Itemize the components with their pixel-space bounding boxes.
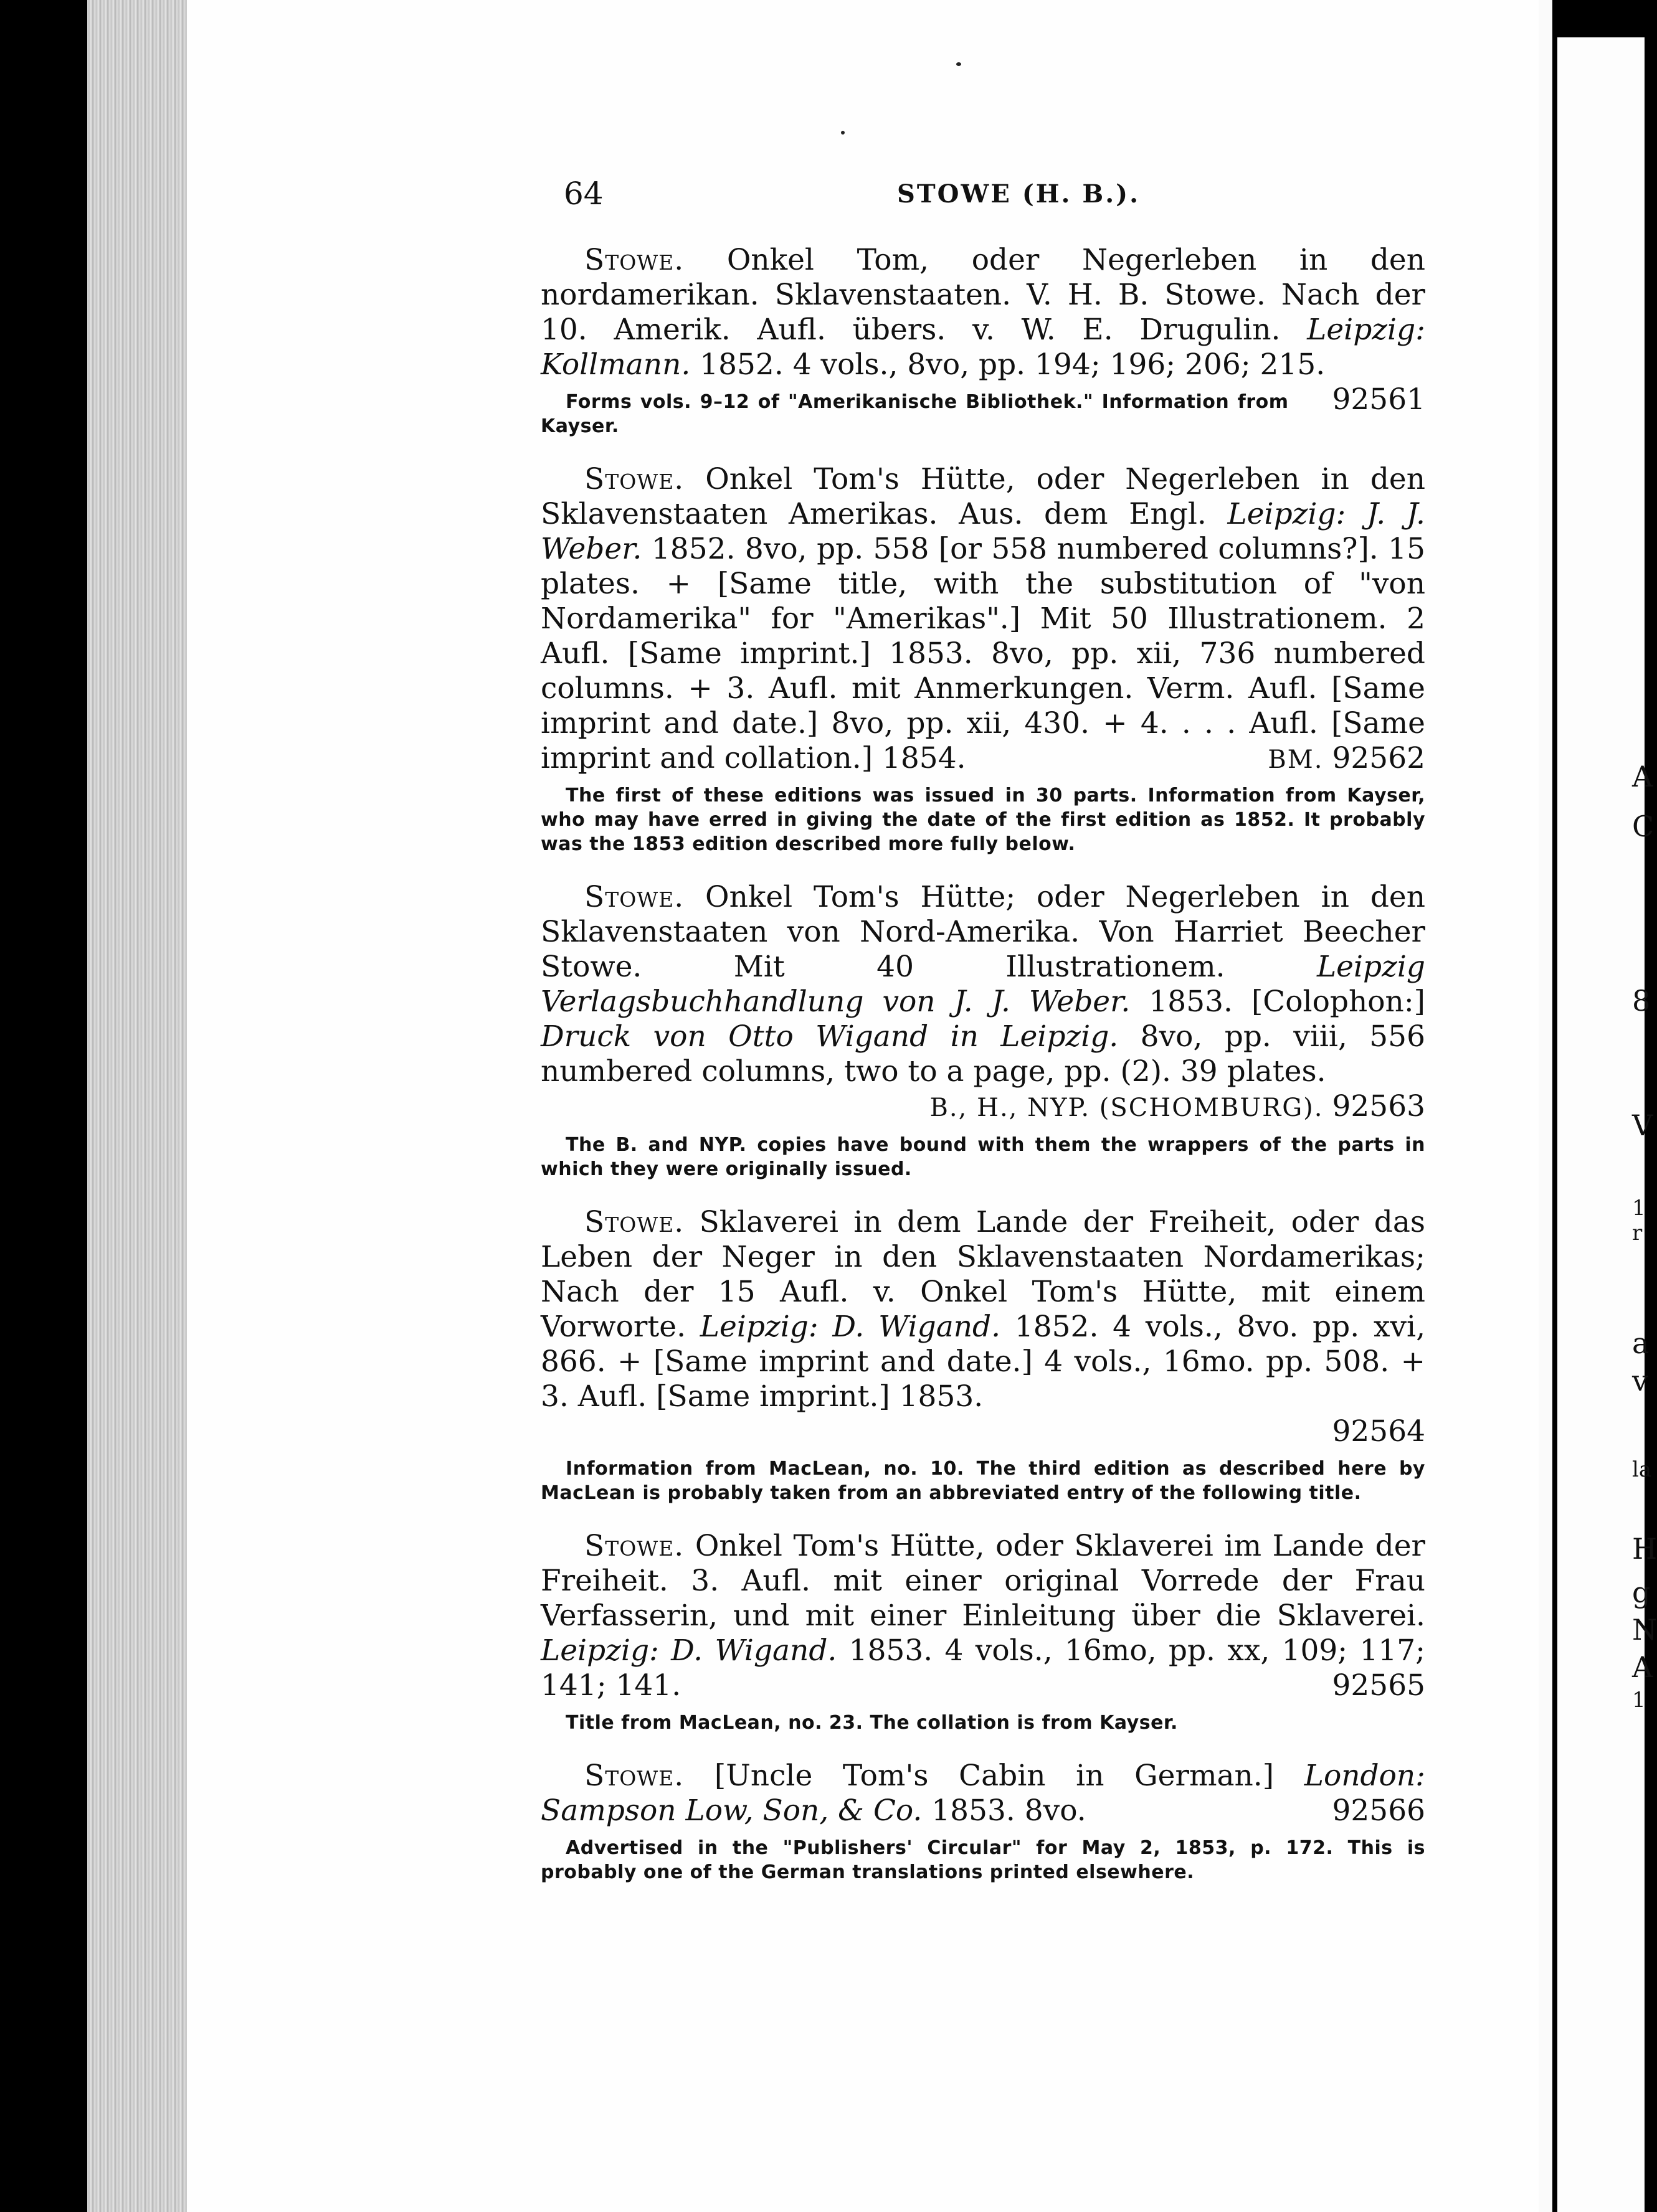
bibliography-entry: [541, 462, 1425, 856]
facing-page-fragment: v: [1632, 1364, 1648, 1397]
entry-note: Forms vols. 9–12 of "Amerikanische Bibliothek." Information from Kayser.: [541, 391, 1289, 437]
entry-imprint: London: Sampson Low, Son, & Co.: [541, 1759, 1425, 1828]
entry-title: Onkel Tom's Hütte; oder Negerleben in den Sklavenstaaten von Nord-Amerika. Von Harriet Beecher Stowe. Mit 40 Illustrationem.: [541, 880, 1425, 984]
facing-page-fragment: 8: [1632, 984, 1651, 1018]
ink-speck: [956, 62, 961, 66]
entry-number-line: [541, 1089, 1425, 1125]
entry-title: Sklaverei in dem Lande der Freiheit, oder das Leben der Neger in den Sklavenstaaten Nordamerikas; Nach der 15 Aufl. v. Onkel Tom's Hütte, mit einem Vorworte.: [541, 1205, 1425, 1344]
bibliography-entry: [541, 1205, 1425, 1505]
entry-text: [541, 1529, 1425, 1703]
entry-locations: BM.: [1268, 745, 1324, 774]
entry-text: [541, 1205, 1425, 1414]
book-spine: [87, 0, 187, 2212]
facing-page-fragment: la: [1632, 1457, 1652, 1482]
entry-text: [541, 462, 1425, 776]
entry-heading: Stowe.: [584, 1205, 685, 1239]
entry-number-group: [1224, 741, 1425, 777]
entry-collation: 1852. 4 vols., 8vo, pp. 194; 196; 206; 215.: [690, 347, 1326, 382]
entry-collation: 8vo, pp. viii, 556 numbered columns, two to a page, pp. (2). 39 plates.: [541, 1019, 1425, 1089]
entry-heading: Stowe.: [584, 1529, 685, 1563]
ink-speck: [841, 131, 845, 135]
entry-imprint: Leipzig: D. Wigand.: [541, 1633, 837, 1668]
entry-locations: B., H., NYP. (SCHOMBURG).: [929, 1094, 1324, 1122]
running-head: [564, 176, 1423, 213]
page-number: 64: [564, 176, 604, 212]
facing-page-fragment: C: [1632, 810, 1655, 843]
facing-page-fragment: g: [1632, 1576, 1651, 1609]
entry-number: 92562: [1332, 741, 1425, 775]
entry-imprint: Leipzig: Kollmann.: [541, 313, 1425, 382]
facing-page-fragment: H: [1632, 1532, 1657, 1566]
entry-number: 92564: [1332, 1414, 1425, 1449]
entry-text: [541, 880, 1425, 1089]
facing-page-fragment: A: [1632, 760, 1653, 793]
facing-page-edge: [1557, 37, 1657, 2212]
entry-title: Onkel Tom's Hütte, oder Sklaverei im Lande der Freiheit. 3. Aufl. mit einer original Vorrede der Frau Verfasserin, und mit einer Einleitung über die Sklaverei.: [541, 1529, 1425, 1633]
facing-page-fragment: a: [1632, 1326, 1650, 1360]
facing-page-fragment: 1: [1632, 1688, 1646, 1713]
facing-page-fragment: N: [1632, 1613, 1657, 1647]
entry-collation: 1852. 4 vols., 8vo. pp. xvi, 866. + [Same imprint and date.] 4 vols., 16mo. pp. 508. + 3. Aufl. [Same imprint.] 1853.: [541, 1310, 1426, 1414]
entry-number-line: [541, 1414, 1425, 1449]
entry-note: Title from MacLean, no. 23. The collation is from Kayser.: [566, 1712, 1178, 1734]
entry-collation: 1853. 4 vols., 16mo, pp. xx, 109; 117; 141; 141.: [541, 1633, 1425, 1703]
bibliography-entry: [541, 1529, 1425, 1735]
entry-text: [541, 1759, 1425, 1828]
entry-number: 92565: [1332, 1668, 1425, 1703]
bibliography-entry: [541, 1759, 1425, 1884]
facing-page-fragment: 1: [1632, 1196, 1646, 1221]
facing-page-fragment: V: [1632, 1108, 1653, 1142]
entry-date: 1853. [Colophon:]: [1130, 985, 1425, 1019]
bibliography-entry: [541, 243, 1425, 438]
entry-title: Onkel Tom, oder Negerleben in den nordamerikan. Sklavenstaaten. V. H. B. Stowe. Nach der 10. Amerik. Aufl. übers. v. W. E. Drugulin.: [541, 243, 1425, 347]
entry-title: [Uncle Tom's Cabin in German.]: [684, 1759, 1304, 1793]
bibliography-column: [541, 243, 1425, 1908]
bibliography-entry: [541, 880, 1425, 1181]
entry-heading: Stowe.: [584, 1759, 685, 1793]
entry-collation: 1853. 8vo.: [922, 1794, 1086, 1828]
entry-heading: Stowe.: [584, 243, 685, 277]
entry-colophon: Druck von Otto Wigand in Leipzig.: [541, 1019, 1119, 1054]
entry-number: 92563: [1332, 1089, 1425, 1123]
entry-title: Onkel Tom's Hütte, oder Negerleben in den Sklavenstaaten Amerikas. Aus. dem Engl.: [541, 462, 1425, 531]
facing-page-fragment: r: [1632, 1221, 1643, 1245]
entry-imprint: Leipzig: J. J. Weber.: [541, 497, 1425, 566]
entry-heading: Stowe.: [584, 462, 685, 496]
entry-number: 92561: [1332, 382, 1425, 417]
page-edge: [1539, 0, 1552, 2212]
entry-note: Advertised in the "Publishers' Circular" for May 2, 1853, p. 172. This is probably one of the German translations printed elsewhere.: [541, 1837, 1425, 1883]
running-title: STOWE (H. B.).: [897, 179, 1140, 209]
entry-collation: 1852. 8vo, pp. 558 [or 558 numbered columns?]. 15 plates. + [Same title, with the substitution of "von Nordamerika" for "Amerikas".] Mit 50 Illustrationem. 2 Aufl. [Same imprint.] 1853. 8vo, pp. xii, 736 numbered columns. + 3. Aufl. mit Anmerkungen. Verm. Aufl. [Same imprint and date.] 8vo, pp. xii, 430. + 4. . . . Aufl. [Same imprint and collation.] 1854.: [541, 532, 1425, 775]
entry-imprint: Leipzig: D. Wigand.: [700, 1310, 1001, 1344]
entry-note: The B. and NYP. copies have bound with them the wrappers of the parts in which they were originally issued.: [541, 1134, 1425, 1180]
entry-number: 92566: [1332, 1794, 1425, 1828]
entry-note: The first of these editions was issued in 30 parts. Information from Kayser, who may have erred in giving the date of the first edition as 1852. It probably was the 1853 edition described more fully below.: [541, 785, 1425, 855]
entry-imprint: Leipzig Verlagsbuchhandlung von J. J. Weber.: [541, 950, 1425, 1019]
entry-heading: Stowe.: [584, 880, 685, 914]
facing-page-fragment: A: [1632, 1650, 1653, 1684]
entry-note: Information from MacLean, no. 10. The third edition as described here by MacLean is probably taken from an abbreviated entry of the following title.: [541, 1458, 1425, 1504]
